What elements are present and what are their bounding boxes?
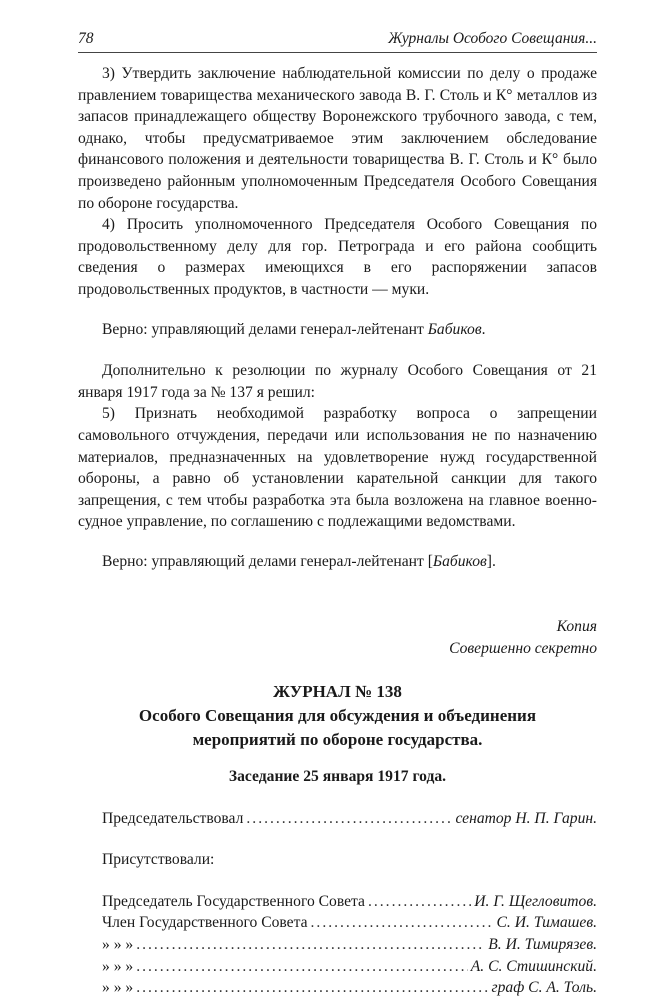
member-role: » » » [102, 936, 134, 954]
leader-dots [136, 977, 488, 999]
attestation-2-text: Верно: управляющий делами генерал-лейтенант [ [102, 552, 433, 570]
list-item [78, 912, 597, 934]
chair-line [78, 808, 597, 830]
list-item [78, 977, 597, 999]
running-title: Журналы Особого Совещания... [388, 30, 597, 47]
copy-label: Копия [556, 618, 597, 636]
member-name: В. И. Тимирязев. [488, 936, 597, 954]
leader-dots [136, 934, 485, 956]
member-role: Член Государственного Совета [102, 914, 308, 932]
paragraph-item-4: 4) Просить уполномоченного Председателя Особого Совещания по продовольственному делу для гор. Петрограда и его района сообщить сведения о размерах имеющихся в его распоряжении запасов продовольственных продуктов, в частности — муки. [78, 216, 597, 298]
attestation-1-end: . [481, 320, 486, 338]
chair-label: Председательствовал [102, 809, 244, 827]
list-item [78, 956, 597, 978]
additional-resolution-intro: Дополнительно к резолюции по журналу Особого Совещания от 21 января 1917 года за № 137 я решил: [78, 362, 597, 401]
journal-title: ЖУРНАЛ № 138 [273, 681, 402, 701]
attestation-2-name: Бабиков [432, 552, 487, 570]
paragraph-item-3: 3) Утвердить заключение наблюдательной комиссии по делу о продаже правлением товарищества механического завода В. Г. Столь и К° металлов из запасов принадлежащего обществу Воронежского трубочного завода, с тем, однако, чтобы предусматриваемое этим заключением обследование финансового положения и деятельности товарищества В. Г. Столь и К° было произведено районным уполномоченным Председателя Особого Совещания по обороне государства. [78, 65, 597, 212]
journal-subtitle-line-1: Особого Совещания для обсуждения и объединения [138, 705, 537, 725]
running-header [78, 30, 597, 53]
attestation-1-text: Верно: управляющий делами генерал-лейтенант [102, 320, 428, 338]
page-number: 78 [78, 30, 94, 47]
journal-subtitle-line-2: мероприятий по обороне государства. [192, 729, 483, 749]
list-item [78, 934, 597, 956]
members-list [78, 891, 597, 999]
attestation-2 [78, 551, 597, 573]
present-label-line [78, 849, 597, 871]
leader-dots [136, 956, 468, 978]
secret-label: Совершенно секретно [449, 640, 597, 658]
leader-dots [246, 808, 452, 830]
journal-title-block [78, 680, 597, 752]
member-name: А. С. Стишинский. [470, 957, 597, 975]
attestation-1-name: Бабиков [427, 320, 482, 338]
member-role: Председатель Государственного Совета [102, 892, 365, 910]
leader-dots [368, 891, 471, 913]
member-name: С. И. Тимашев. [496, 914, 597, 932]
leader-dots [311, 912, 494, 934]
chair-value: сенатор Н. П. Гарин. [455, 809, 597, 827]
classification-stamp [78, 616, 597, 659]
present-label: Присутствовали: [102, 851, 215, 869]
list-item [78, 891, 597, 913]
attestation-2-end: ]. [486, 552, 496, 570]
session-date: Заседание 25 января 1917 года. [228, 767, 447, 785]
body-text [78, 63, 597, 572]
attestation-1 [78, 319, 597, 341]
paragraph-item-5: 5) Признать необходимой разработку вопроса о запрещении самовольного отчуждения, передачи или использования не по назначению материалов, предназначенных на удовлетворение нужд государственной обороны, а равно об установлении карательной санкции для такого запрещения, с тем чтобы разработка эта была возложена на главное военно-судное управление, по соглашению с подлежащими ведомствами. [78, 405, 597, 531]
member-role: » » » [102, 979, 134, 997]
document-page [78, 30, 597, 999]
member-name: граф С. А. Толь. [491, 979, 597, 997]
member-role: » » » [102, 957, 134, 975]
member-name: И. Г. Щегловитов. [474, 892, 597, 910]
